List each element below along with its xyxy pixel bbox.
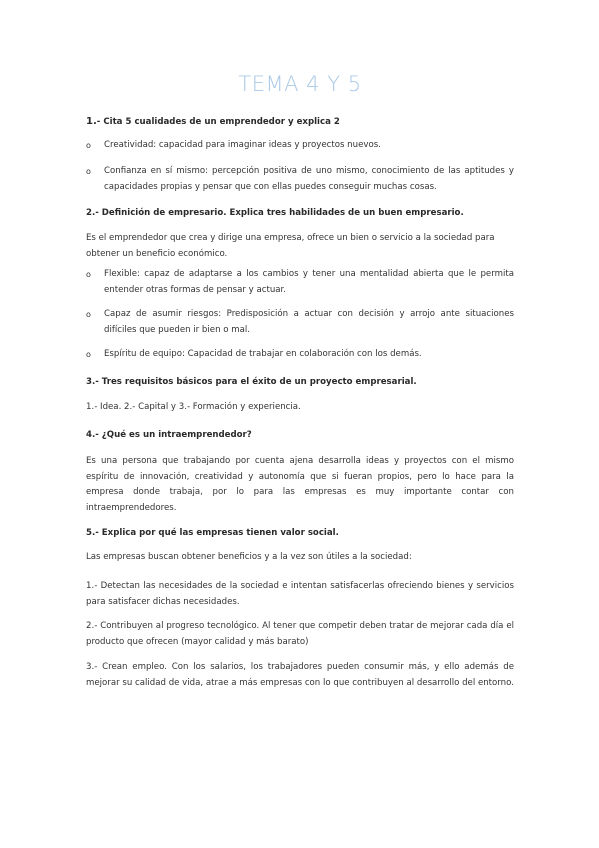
answer-3: 1.- Idea. 2.- Capital y 3.- Formación y experiencia. [86,402,301,412]
question-4: 4.- ¿Qué es un intraemprendedor? [86,430,252,440]
answer-5-intro: Las empresas buscan obtener beneficios y a la vez son útiles a la sociedad: [86,552,412,562]
bullet-icon: o [86,310,91,319]
list-item-text: Creatividad: capacidad para imaginar ideas y proyectos nuevos. [104,140,381,150]
answer-5-point-3: 3.- Crean empleo. Con los salarios, los trabajadores pueden consumir más, y ello además de mejorar su calidad de vida, atrae a más empresas con lo que contribuyen al desarrollo del entorno. [86,662,514,688]
list-item [86,138,514,154]
list-item [86,164,514,196]
answer-5-point-2: 2.- Contribuyen al progreso tecnológico. Al tener que competir deben tratar de mejorar cada día el producto que ofrecen (mayor calidad y más barato) [86,621,514,647]
page-title: TEMA 4 Y 5 [238,72,362,96]
list-item-text: Espíritu de equipo: Capacidad de trabajar en colaboración con los demás. [104,349,422,359]
question-1-text: - Cita 5 cualidades de un emprendedor y explica 2 [96,117,340,127]
list-item-text: Capaz de asumir riesgos: Predisposición a actuar con decisión y arrojo ante situaciones difíciles que pueden ir bien o mal. [104,309,514,335]
bullet-icon: o [86,167,91,176]
question-3: 3.- Tres requisitos básicos para el éxito de un proyecto empresarial. [86,377,417,387]
bullet-icon: o [86,350,91,359]
question-1 [86,116,514,128]
answer-4: Es una persona que trabajando por cuenta ajena desarrolla ideas y proyectos con el mismo espíritu de innovación, creatividad y autonomía que si fueran propios, pero lo hace para la empresa donde trabaja, por lo para las empresas es muy importante contar con intraemprendedores. [86,456,514,513]
bullet-icon: o [86,141,91,150]
bullet-icon: o [86,270,91,279]
list-item-text: Confianza en sí mismo: percepción positiva de uno mismo, conocimiento de las aptitudes y capacidades propias y pensar que con ellas puedes conseguir muchas cosas. [104,166,514,192]
question-2: 2.- Definición de empresario. Explica tres habilidades de un buen empresario. [86,208,464,218]
question-1-number: 1. [86,116,97,127]
question-5: 5.- Explica por qué las empresas tienen valor social. [86,528,339,538]
list-item-text: Flexible: capaz de adaptarse a los cambios y tener una mentalidad abierta que le permita entender otras formas de pensar y actuar. [104,269,514,295]
answer-5-point-1: 1.- Detectan las necesidades de la sociedad e intentan satisfacerlas ofreciendo bienes y servicios para satisfacer dichas necesidades. [86,581,514,607]
answer-2: Es el emprendedor que crea y dirige una empresa, ofrece un bien o servicio a la sociedad para obtener un beneficio económico. [86,233,495,259]
